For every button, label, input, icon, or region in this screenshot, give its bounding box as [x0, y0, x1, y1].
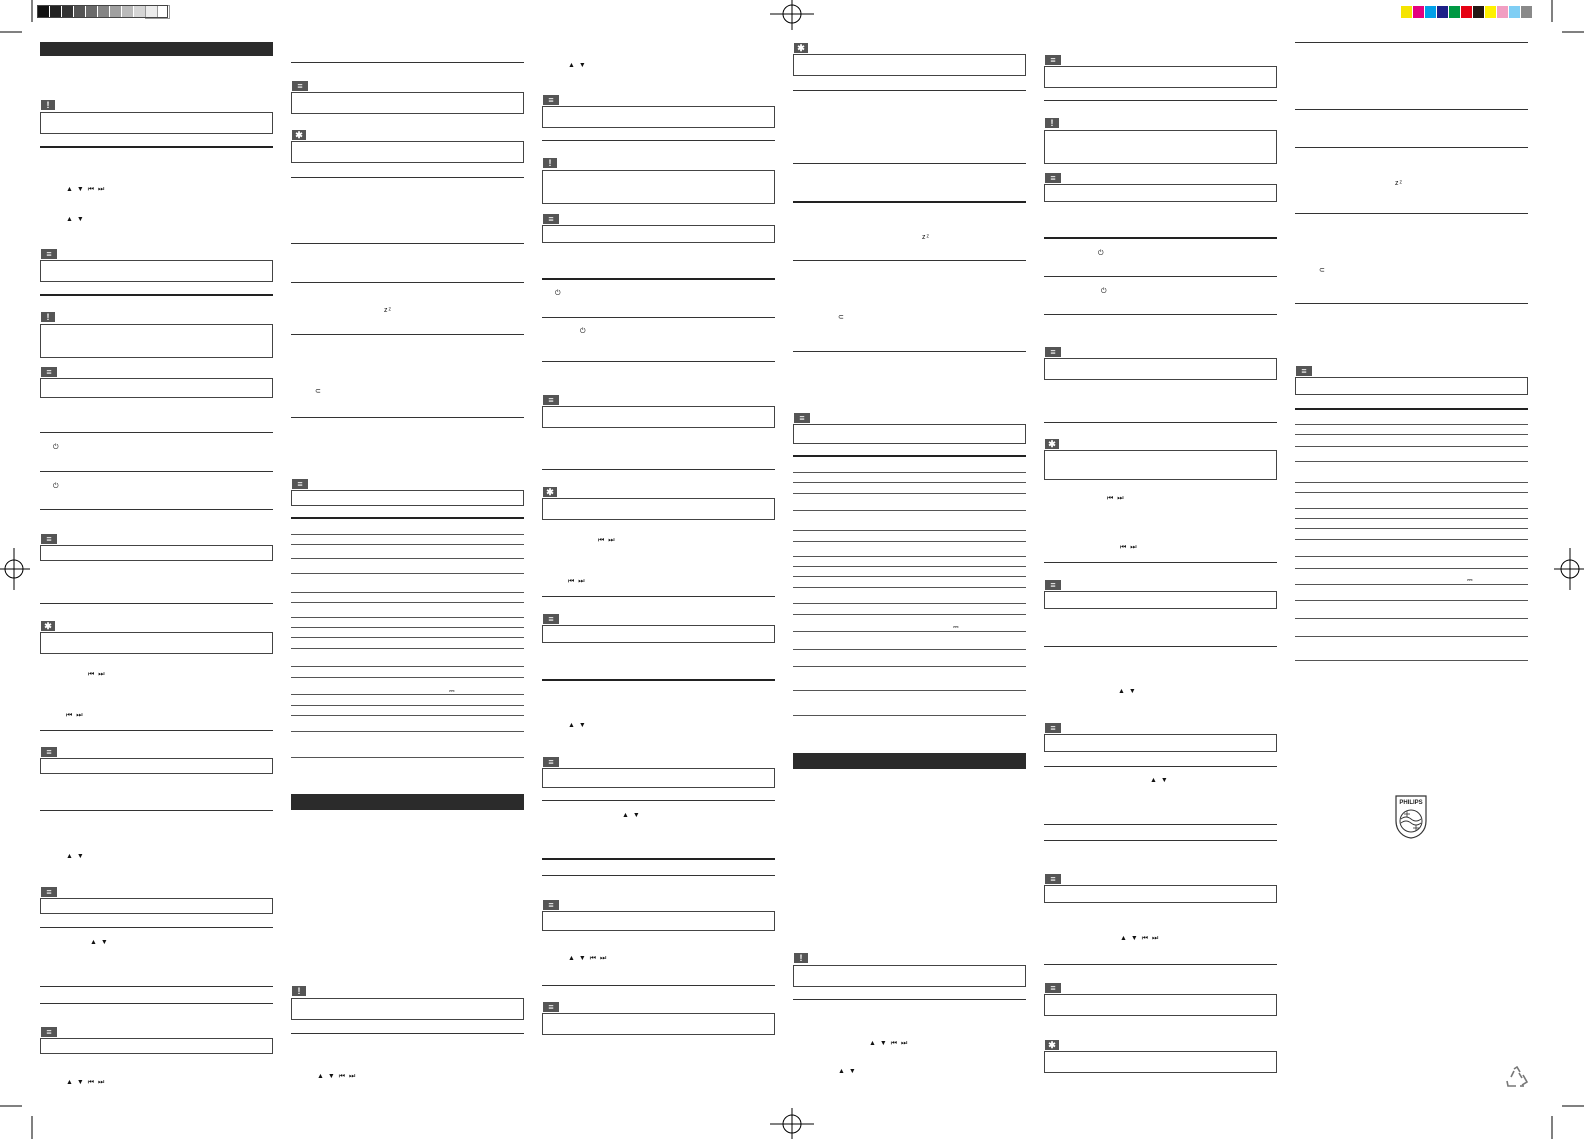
up-down-icon: ▲ ▼ [90, 939, 109, 946]
section-rule [793, 999, 1026, 1000]
note-box [291, 490, 524, 506]
note-icon: ≡ [1045, 983, 1061, 993]
table-rule [291, 694, 524, 695]
note-icon: ≡ [1296, 366, 1312, 376]
registration-mark-icon [0, 548, 30, 590]
section-rule [291, 282, 524, 283]
note-box [291, 92, 524, 114]
note-box [1044, 994, 1277, 1016]
section-rule [291, 243, 524, 244]
note-icon: ≡ [41, 534, 57, 544]
warning-box [40, 324, 273, 358]
tip-box [542, 498, 775, 520]
note-icon: ≡ [41, 887, 57, 897]
power-icon: ⏻ [1098, 250, 1105, 257]
table-rule [793, 715, 1026, 716]
section-rule [793, 260, 1026, 261]
table-rule [793, 576, 1026, 577]
prev-next-icon: ⏮ ⏭ [1107, 495, 1125, 502]
note-box [1044, 358, 1277, 380]
note-box [1044, 885, 1277, 903]
note-icon: ≡ [543, 95, 559, 105]
tip-icon: ✱ [1045, 439, 1059, 449]
prev-next-icon: ⏮ ⏭ [88, 671, 106, 678]
table-top-rule [1295, 408, 1528, 410]
note-box [542, 225, 775, 243]
section-rule [40, 603, 273, 604]
table-rule [793, 614, 1026, 615]
section-rule [542, 469, 775, 470]
section-rule [542, 679, 775, 681]
section-rule [40, 294, 273, 296]
note-box [1295, 377, 1528, 395]
warning-box [291, 998, 524, 1020]
section-rule [542, 800, 775, 801]
section-rule [40, 509, 273, 510]
section-rule [40, 986, 273, 987]
table-rule [793, 482, 1026, 483]
up-down-icon: ▲ ▼ [568, 62, 587, 69]
note-box [40, 758, 273, 774]
note-box [1044, 66, 1277, 88]
note-icon: ≡ [543, 395, 559, 405]
up-down-prev-next-icon: ▲ ▼ ⏮ ⏭ [317, 1073, 357, 1080]
registration-mark-icon [770, 0, 814, 30]
section-rule [542, 596, 775, 597]
table-rule [1295, 528, 1528, 529]
section-rule [542, 140, 775, 141]
usb-icon: ⊂ [838, 314, 845, 321]
note-box [40, 545, 273, 561]
warning-icon: ! [1045, 118, 1059, 128]
table-rule [291, 602, 524, 603]
svg-text:PHILIPS: PHILIPS [1399, 800, 1423, 806]
up-down-icon: ▲ ▼ [66, 216, 85, 223]
section-rule [1044, 766, 1277, 767]
up-down-prev-next-icon: ▲ ▼ ⏮ ⏭ [66, 1079, 106, 1086]
warning-icon: ! [794, 953, 808, 963]
section-rule [40, 146, 273, 148]
table-rule [291, 715, 524, 716]
table-rule [291, 617, 524, 618]
tip-icon: ✱ [1045, 1040, 1059, 1050]
section-rule [291, 177, 524, 178]
table-rule [1295, 556, 1528, 557]
note-icon: ≡ [1045, 874, 1061, 884]
section-rule [1044, 964, 1277, 965]
table-rule [793, 631, 1026, 632]
section-rule [1295, 303, 1528, 304]
section-rule [1295, 213, 1528, 214]
section-rule [542, 361, 775, 362]
section-rule [40, 471, 273, 472]
warning-icon: ! [41, 100, 55, 110]
note-box [40, 378, 273, 398]
note-icon: ≡ [794, 413, 810, 423]
table-rule [291, 592, 524, 593]
power-icon: ⏻ [53, 444, 60, 451]
up-down-icon: ▲ ▼ [1118, 688, 1137, 695]
table-rule [1295, 584, 1528, 585]
table-rule [1295, 424, 1528, 425]
registration-mark-icon [1554, 548, 1584, 590]
section-rule [291, 62, 524, 63]
note-box [542, 625, 775, 643]
up-down-icon: ▲ ▼ [622, 812, 641, 819]
table-rule [793, 603, 1026, 604]
table-rule [793, 649, 1026, 650]
table-rule [291, 627, 524, 628]
up-down-prev-next-icon: ▲ ▼ ⏮ ⏭ [869, 1040, 909, 1047]
tip-box [40, 632, 273, 654]
note-icon: ≡ [1045, 347, 1061, 357]
note-icon: ≡ [292, 479, 308, 489]
section-rule [1044, 237, 1277, 239]
note-icon: ≡ [543, 1002, 559, 1012]
section-rule [793, 201, 1026, 203]
table-rule [793, 541, 1026, 542]
table-rule [291, 558, 524, 559]
table-rule [1295, 446, 1528, 447]
registration-mark-icon [770, 1108, 814, 1139]
section-heading-bar [40, 42, 273, 56]
section-rule [40, 1003, 273, 1004]
warning-icon: ! [543, 158, 557, 168]
table-rule [1295, 518, 1528, 519]
section-rule [793, 163, 1026, 164]
table-rule [291, 534, 524, 535]
note-box [40, 260, 273, 282]
note-box [1044, 734, 1277, 752]
prev-next-icon: ⏮ ⏭ [568, 578, 586, 585]
section-rule [1295, 147, 1528, 148]
section-rule [1044, 100, 1277, 101]
section-rule [291, 334, 524, 335]
note-icon: ≡ [1045, 173, 1061, 183]
tip-box [1044, 1051, 1277, 1073]
note-icon: ≡ [543, 900, 559, 910]
section-rule [291, 1033, 524, 1034]
table-rule [793, 530, 1026, 531]
note-icon: ≡ [543, 214, 559, 224]
table-rule [1295, 568, 1528, 569]
section-rule [542, 858, 775, 860]
warning-icon: ! [292, 986, 306, 996]
tip-icon: ✱ [292, 130, 306, 140]
up-down-icon: ▲ ▼ [838, 1068, 857, 1075]
section-rule [1044, 276, 1277, 277]
section-rule [40, 432, 273, 433]
prev-next-icon: ⏮ ⏭ [66, 712, 84, 719]
note-icon: ≡ [41, 367, 57, 377]
note-icon: ≡ [41, 1027, 57, 1037]
prev-next-icon: ⏮ ⏭ [598, 537, 616, 544]
table-rule [291, 705, 524, 706]
tip-icon: ✱ [41, 621, 55, 631]
table-rule [291, 757, 524, 758]
tip-box [793, 54, 1026, 76]
up-down-prev-next-icon: ▲ ▼ ⏮ ⏭ [1120, 935, 1160, 942]
note-box [542, 406, 775, 428]
note-box [40, 1038, 273, 1054]
table-rule [1295, 482, 1528, 483]
table-rule [793, 472, 1026, 473]
section-rule [542, 278, 775, 280]
section-rule [542, 317, 775, 318]
table-rule [793, 556, 1026, 557]
table-rule [291, 677, 524, 678]
up-down-icon: ▲ ▼ [1150, 777, 1169, 784]
table-rule [1295, 492, 1528, 493]
warning-box [1044, 130, 1277, 164]
note-icon: ≡ [1045, 55, 1061, 65]
symbol-icon: ⎓ [1467, 577, 1474, 584]
up-down-prev-next-icon: ▲ ▼ ⏮ ⏭ [66, 186, 106, 193]
note-box [793, 424, 1026, 444]
table-rule [793, 690, 1026, 691]
note-icon: ≡ [41, 747, 57, 757]
up-down-icon: ▲ ▼ [568, 722, 587, 729]
note-icon: ≡ [1045, 723, 1061, 733]
table-rule [1295, 660, 1528, 661]
up-down-icon: ▲ ▼ [66, 853, 85, 860]
warning-box [542, 170, 775, 204]
section-rule [1044, 314, 1277, 315]
section-rule [793, 351, 1026, 352]
section-rule [40, 730, 273, 731]
power-icon: ⏻ [555, 290, 562, 297]
section-rule [40, 927, 273, 928]
warning-icon: ! [41, 312, 55, 322]
table-rule [793, 666, 1026, 667]
section-rule [1295, 42, 1528, 43]
section-rule [542, 875, 775, 876]
table-rule [291, 731, 524, 732]
table-rule [793, 566, 1026, 567]
section-rule [1044, 840, 1277, 841]
note-icon: ≡ [543, 614, 559, 624]
note-box [1044, 591, 1277, 609]
tip-icon: ✱ [794, 43, 808, 53]
table-rule [793, 587, 1026, 588]
section-rule [793, 90, 1026, 91]
note-box [542, 106, 775, 128]
power-icon: ⏻ [53, 483, 60, 490]
recycle-icon [1505, 1066, 1529, 1088]
note-box [542, 768, 775, 788]
tip-box [291, 141, 524, 163]
table-rule [1295, 600, 1528, 601]
note-box [542, 911, 775, 931]
sleep-icon: zᶻ [1395, 180, 1404, 187]
section-rule [1044, 422, 1277, 423]
table-rule [1295, 618, 1528, 619]
up-down-prev-next-icon: ▲ ▼ ⏮ ⏭ [568, 955, 608, 962]
table-rule [1295, 508, 1528, 509]
table-rule [291, 544, 524, 545]
table-rule [1295, 636, 1528, 637]
power-icon: ⏻ [1101, 288, 1108, 295]
note-icon: ≡ [41, 249, 57, 259]
table-rule [793, 510, 1026, 511]
section-rule [1044, 824, 1277, 825]
note-icon: ≡ [1045, 580, 1061, 590]
usb-icon: ⊂ [1319, 267, 1326, 274]
section-heading-bar [291, 794, 524, 810]
note-box [1044, 184, 1277, 202]
section-rule [291, 417, 524, 418]
usb-icon: ⊂ [315, 388, 322, 395]
table-top-rule [793, 455, 1026, 457]
power-icon: ⏻ [580, 328, 587, 335]
table-top-rule [291, 517, 524, 519]
table-rule [291, 666, 524, 667]
note-box [40, 898, 273, 914]
warning-box [40, 112, 273, 134]
note-icon: ≡ [543, 757, 559, 767]
symbol-icon: ⎓ [449, 688, 456, 695]
note-box [542, 1013, 775, 1035]
table-rule [1295, 539, 1528, 540]
section-rule [1044, 562, 1277, 563]
warning-box [793, 965, 1026, 987]
tip-icon: ✱ [543, 487, 557, 497]
table-rule [1295, 434, 1528, 435]
tip-box [1044, 450, 1277, 480]
symbol-icon: ⎓ [953, 624, 960, 631]
philips-shield-icon [1394, 795, 1428, 839]
sleep-icon: zᶻ [922, 234, 931, 241]
prev-next-icon: ⏮ ⏭ [1120, 544, 1138, 551]
table-rule [1295, 461, 1528, 462]
section-rule [1044, 646, 1277, 647]
note-icon: ≡ [292, 81, 308, 91]
table-rule [291, 637, 524, 638]
section-rule [542, 985, 775, 986]
table-rule [793, 493, 1026, 494]
sleep-icon: zᶻ [384, 307, 393, 314]
section-heading-bar [793, 753, 1026, 769]
table-rule [291, 573, 524, 574]
section-rule [1295, 109, 1528, 110]
section-rule [40, 810, 273, 811]
table-rule [291, 648, 524, 649]
